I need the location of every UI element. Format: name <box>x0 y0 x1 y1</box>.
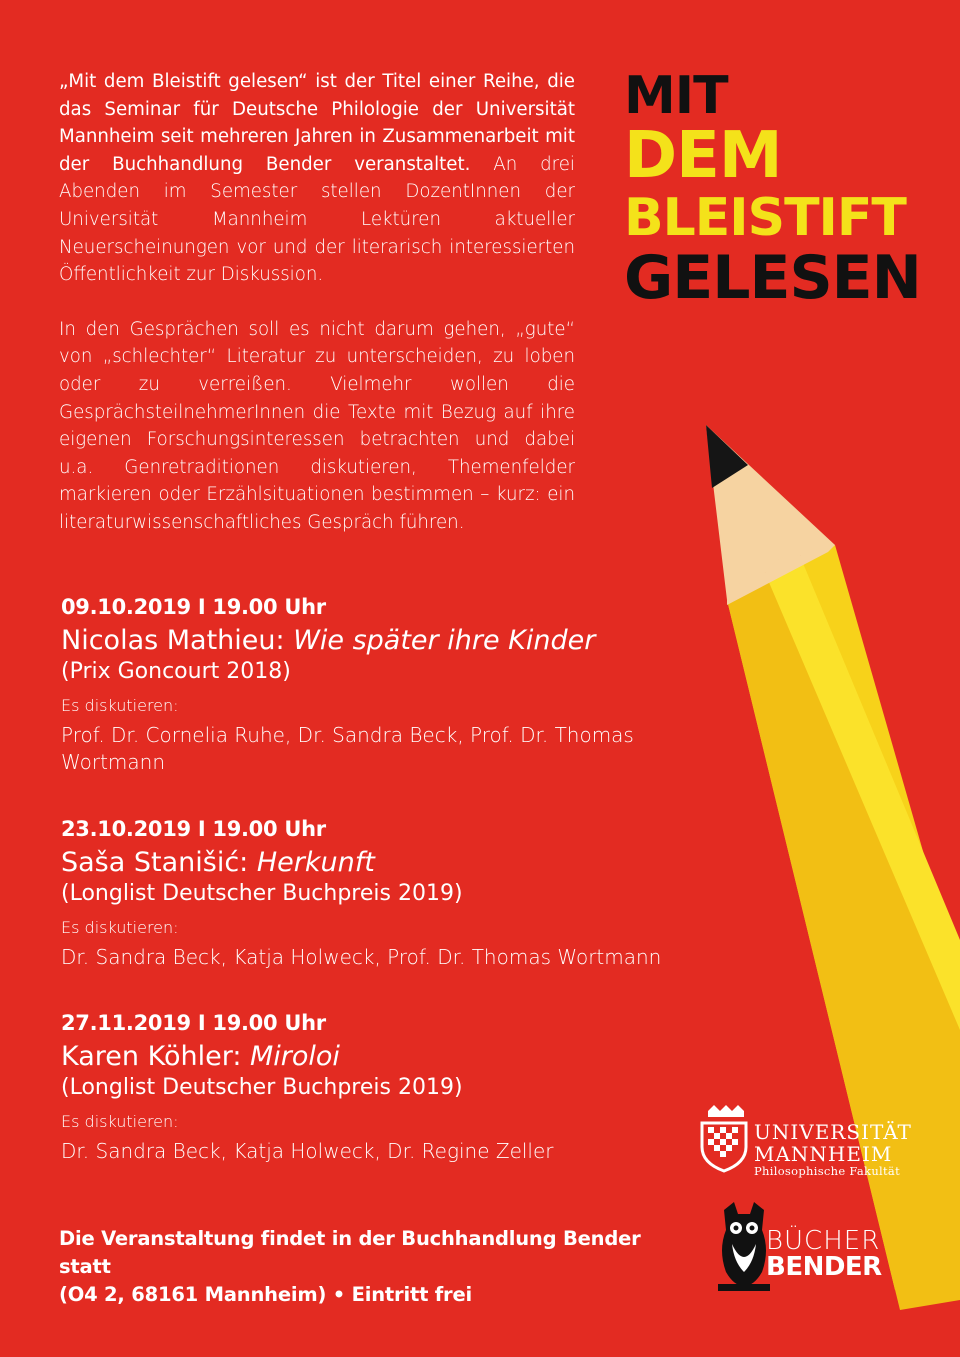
title-line-4: GELESEN <box>624 243 921 313</box>
event-people: Dr. Sandra Beck, Katja Holweck, Dr. Regine Zeller <box>61 1139 554 1163</box>
event-2 <box>61 816 681 971</box>
event-note: (Longlist Deutscher Buchpreis 2019) <box>61 881 463 906</box>
title-line-3: BLEISTIFT <box>624 188 906 248</box>
bookstore-name-bottom: BENDER <box>766 1252 882 1282</box>
event-title <box>61 624 681 658</box>
event-date: 09.10.2019 I 19.00 Uhr <box>61 595 326 619</box>
event-3 <box>61 1010 681 1165</box>
event-label: Es diskutieren: <box>61 1112 179 1131</box>
event-1 <box>61 594 681 776</box>
event-book: Miroloi <box>250 1041 340 1072</box>
bookstore-name-top: BÜCHER <box>766 1226 881 1256</box>
event-people: Dr. Sandra Beck, Katja Holweck, Prof. Dr. Thomas Wortmann <box>61 945 662 969</box>
event-note: (Prix Goncourt 2018) <box>61 659 291 684</box>
event-people: Prof. Dr. Cornelia Ruhe, Dr. Sandra Beck, Prof. Dr. Thomas Wortmann <box>61 723 634 774</box>
event-author: Nicolas Mathieu: <box>61 625 294 656</box>
event-date: 27.11.2019 I 19.00 Uhr <box>61 1011 326 1035</box>
bookstore-logo <box>716 1200 906 1295</box>
event-title <box>61 1040 681 1074</box>
event-note: (Longlist Deutscher Buchpreis 2019) <box>61 1075 463 1100</box>
owl-icon <box>716 1200 772 1295</box>
venue-line-1: Die Veranstaltung findet in der Buchhandlung Bender statt <box>59 1227 641 1278</box>
title-line-2: DEM <box>624 119 782 193</box>
event-book: Herkunft <box>256 847 375 878</box>
intro-lead: „Mit dem Bleistift gelesen“ ist der Titel einer Reihe, die das Seminar für Deutsche Philologie der Universität Mannheim seit mehreren Jahren in Zusammenarbeit mit der Buchhandlung Bender veranstaltet. <box>59 71 575 175</box>
university-name-line-2: MANNHEIM <box>754 1142 893 1166</box>
title-line-1: MIT <box>624 66 728 126</box>
intro-paragraph-1-rest: An drei Abenden im Semester stellen DozentInnen der Universität Mannheim Lektüren aktueller Neuerscheinungen vor und der literarisch interessierten Öffentlichkeit zur Diskussion. <box>59 153 575 286</box>
venue-info <box>59 1225 679 1309</box>
intro-paragraph-2: In den Gesprächen soll es nicht darum gehen, „gute“ von „schlechter“ Literatur zu unterscheiden, zu loben oder zu verreißen. Vielmehr wollen die GesprächsteilnehmerInnen die Texte mit Bezug auf ihre eigenen Forschungsinteressen betrachten und dabei u.a. Genretraditionen diskutieren, Themenfelder markieren oder Erzählsituationen bestimmen – kurz: ein literaturwissenschaftliches Gespräch führen. <box>59 318 575 533</box>
series-title <box>624 66 921 313</box>
event-label: Es diskutieren: <box>61 918 179 937</box>
event-label: Es diskutieren: <box>61 696 179 715</box>
event-author: Karen Köhler: <box>61 1041 250 1072</box>
event-book: Wie später ihre Kinder <box>293 625 596 656</box>
event-title <box>61 846 681 880</box>
venue-line-2: (O4 2, 68161 Mannheim) • Eintritt frei <box>59 1283 472 1306</box>
crest-icon <box>694 1105 752 1175</box>
university-name-line-1: UNIVERSITÄT <box>754 1120 912 1144</box>
event-author: Saša Stanišić: <box>61 847 257 878</box>
faculty-name: Philosophische Fakultät <box>754 1164 901 1178</box>
university-name <box>754 1121 912 1165</box>
university-logo <box>694 1103 934 1183</box>
event-date: 23.10.2019 I 19.00 Uhr <box>61 817 326 841</box>
intro-text <box>59 68 575 537</box>
